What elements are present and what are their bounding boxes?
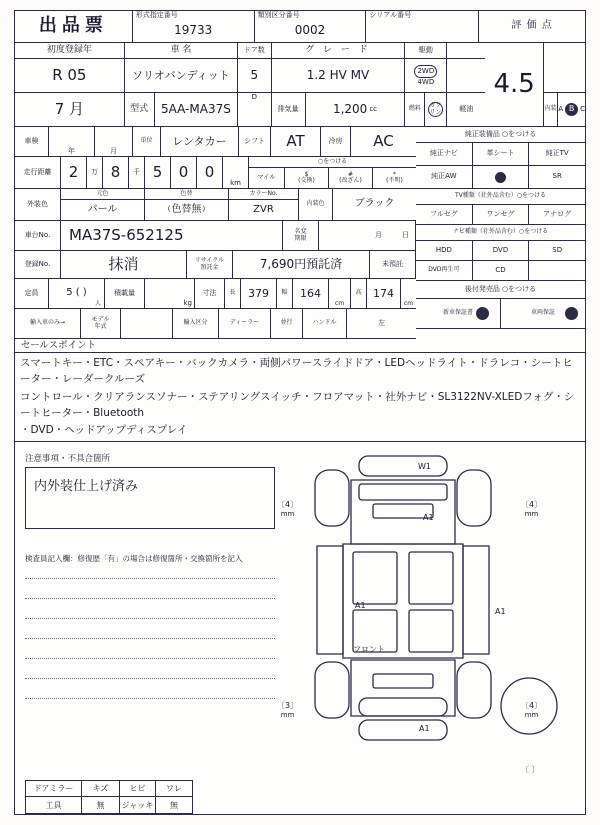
mileage-flags xyxy=(249,157,416,189)
equip-dvdplay: DVD再生可 xyxy=(416,261,473,281)
inspector-lines xyxy=(25,578,275,699)
nagi-label: 名変 期限 xyxy=(283,221,319,251)
equip-aw: 純正AW xyxy=(416,166,473,189)
touroku-value: 抹消 xyxy=(61,251,187,279)
grade-label: グ レ ー ド xyxy=(272,43,406,59)
fuel-row xyxy=(405,93,447,127)
rating-label: 評 価 点 xyxy=(511,20,553,32)
diagram-label-a1-front: A1 xyxy=(423,513,434,523)
base-color-label: 元色 xyxy=(96,189,109,197)
door-label: ドア数 xyxy=(238,43,271,59)
header-row xyxy=(15,11,585,43)
ac-value: AC xyxy=(351,127,416,157)
inner-c: C xyxy=(580,104,585,113)
nagi-date: 月 日 xyxy=(319,221,416,251)
inner-spacer xyxy=(544,43,585,93)
shaken-row xyxy=(15,127,416,157)
detail-left xyxy=(15,127,416,339)
sales-point-line-3: ・DVD・ヘッドアップディスプレイ xyxy=(20,424,188,437)
auction-sheet xyxy=(14,10,586,815)
type-label: 型式 xyxy=(125,93,155,126)
interior-col xyxy=(447,43,485,127)
diagram-label-front: フロント xyxy=(353,645,385,655)
equip-leather: 革シート xyxy=(473,143,530,166)
equip-postsale-header: 後付発売品 ○をつける xyxy=(416,281,585,299)
chassis-value: MA37S-652125 xyxy=(61,221,283,251)
diagram-label-w1: W1 xyxy=(418,462,431,472)
chassis-row xyxy=(15,221,416,251)
hash-label: (改ざん) xyxy=(339,177,362,184)
mileage-d4: 0 xyxy=(171,157,197,189)
measure-right-bottom: 〔4〕 mm xyxy=(521,701,543,720)
import-row xyxy=(15,309,416,339)
seats-row xyxy=(15,279,416,309)
measure-left-top: 〔4〕 mm xyxy=(277,500,299,519)
equip-oneseg: ワンセグ xyxy=(473,205,530,225)
drive-col xyxy=(405,43,447,127)
measure-left-bottom: 〔3〕 mm xyxy=(277,701,299,720)
model-year-label: モデル 年式 xyxy=(81,309,121,339)
measure-extra: 〔 〕 xyxy=(521,765,540,775)
car-name-value: ソリオバンディット xyxy=(125,59,238,93)
rating-value: 4.5 xyxy=(485,43,543,127)
caution-label: 注意事項・不具合箇所 xyxy=(25,454,111,465)
first-reg-label: 初度登録年 xyxy=(15,43,125,59)
handle-label: ハンドル xyxy=(303,309,347,339)
marutsukeru-label: ○をつける xyxy=(317,157,348,165)
inspector-label: 検査員記入欄：修復歴「有」の場合は修復箇所・交換箇所を記入 xyxy=(25,554,243,564)
equip-row-4 xyxy=(416,241,585,261)
class-no-value: 0002 xyxy=(294,23,326,38)
seats-label: 定員 xyxy=(15,279,49,309)
equip-row-2 xyxy=(416,166,585,189)
colorno-label: カラーNo. xyxy=(249,189,278,197)
colorno-value: ZVR xyxy=(253,203,274,215)
footer-cell-0: 無 xyxy=(82,797,120,813)
shaken-year: 年 xyxy=(49,127,95,157)
caution-value: 内外装仕上げ済み xyxy=(34,479,139,495)
fuel-diesel: 軽油 xyxy=(459,104,474,113)
recycle-value: 7,690円預託済 xyxy=(259,257,343,272)
drive-4wd: 4WD xyxy=(417,77,435,86)
mileage-row xyxy=(15,157,416,189)
registration-block xyxy=(15,43,585,127)
equip-tv: 純正TV xyxy=(529,143,585,166)
model-code-value: 19733 xyxy=(174,23,213,38)
wid-value: 164 xyxy=(293,279,329,309)
base-color-value: パール xyxy=(87,203,118,215)
wid-label: 幅 xyxy=(277,279,293,309)
disp-value: 1,200 xyxy=(332,102,368,117)
equip-blank-2 xyxy=(529,261,585,281)
shift-value: AT xyxy=(271,127,321,157)
import-div-label: 輸入区分 xyxy=(173,309,219,339)
sales-point-line-1: スマートキー・ETC・スペアキー・バックカメラ・両側パワースライドドア・LEDヘッドライト・ドラレコ・シートヒーター・レーダークルーズ xyxy=(20,357,573,386)
color-change-label: 色替 xyxy=(180,189,193,197)
sales-points-body xyxy=(15,353,585,442)
mileage-sen: 千 xyxy=(129,157,145,189)
load-label: 積載量 xyxy=(105,279,145,309)
footer-header-1: キズ xyxy=(82,781,120,796)
cm-unit-2: cm xyxy=(401,279,416,309)
serial-cell xyxy=(366,11,479,43)
inner-row xyxy=(544,93,585,127)
equip-blank-1 xyxy=(473,166,530,189)
rating-col xyxy=(485,43,544,127)
caution-box xyxy=(25,467,275,529)
sales-point-line-2: コントロール・クリアランスソナー・ステアリングスイッチ・フロアマット・社外ナビ・SL3122NV-XLEDフォグ・シートヒーター・Bluetooth xyxy=(20,390,575,419)
inner-label: 内装 xyxy=(544,93,558,126)
paint-label: 外装色 xyxy=(15,189,61,221)
disp-unit: cc xyxy=(369,104,378,113)
interior-color-value: ブラック xyxy=(333,189,416,221)
inner-b: B xyxy=(565,103,578,116)
equip-hdd: HDD xyxy=(416,241,473,261)
hgt-value: 174 xyxy=(367,279,401,309)
shift-label: シフト xyxy=(239,127,271,157)
base-color-cell xyxy=(61,189,145,221)
interior-color-label: 内装色 xyxy=(306,200,325,208)
interior-color-label-cell xyxy=(299,189,333,221)
diagram-label-a1-right: A1 xyxy=(495,607,506,617)
mileage-d2: 8 xyxy=(103,157,129,189)
footer-cell-1: ジャッキ xyxy=(120,797,156,813)
class-no-label: 類別区分番号 xyxy=(257,11,300,19)
equip-fullseg: フルセグ xyxy=(416,205,473,225)
hgt-label: 高 xyxy=(351,279,367,309)
equip-sd: SD xyxy=(529,241,585,261)
size-label: 寸法 xyxy=(195,279,225,309)
maile-label: マイル xyxy=(257,173,276,181)
color-change-value: 色替無 xyxy=(171,203,202,215)
mileage-d3: 5 xyxy=(145,157,171,189)
footer-row-label: 工具 xyxy=(26,797,82,813)
len-label: 長 xyxy=(225,279,241,309)
first-reg-cell xyxy=(15,43,125,127)
car-warranty: 車両保証 xyxy=(501,299,585,329)
mileage-km: km xyxy=(223,157,249,189)
drive-value xyxy=(405,59,447,93)
equip-cd: CD xyxy=(473,261,530,281)
displacement-row xyxy=(272,93,406,127)
first-reg-month: 7 月 xyxy=(15,93,125,127)
serial-value xyxy=(366,19,478,42)
color-row xyxy=(15,189,416,221)
mileage-man: 万 xyxy=(87,157,103,189)
grade-value: 1.2 HV MV xyxy=(272,59,406,93)
unknown-label: (不明) xyxy=(386,177,403,184)
model-code-label: 形式指定番号 xyxy=(135,11,178,19)
ac-label: 冷房 xyxy=(321,127,351,157)
load-value: kg xyxy=(145,279,195,309)
parallel-label: 並行 xyxy=(271,309,303,339)
type-value: 5AA-MA37S xyxy=(160,102,231,117)
diagram-label-a1-rear: A1 xyxy=(419,724,430,734)
inner-col xyxy=(544,43,585,127)
shaken-month: 月 xyxy=(95,127,133,157)
color-change-cell: 色替 ( 色替無 ) xyxy=(145,189,229,221)
door-sub: D xyxy=(238,93,271,127)
first-reg-year: R 05 xyxy=(15,59,125,93)
seats-value: 5 ( ) 人 xyxy=(49,279,105,309)
footer-cell-2: 無 xyxy=(170,800,178,810)
sheet-title: 出品票 xyxy=(15,11,133,43)
change-mark: $ xyxy=(304,170,309,178)
newcar-warranty: 新車保証書 xyxy=(416,299,501,329)
equipment-header: 純正装備品 ○をつける xyxy=(416,127,585,143)
sales-points-label: セールスポイント xyxy=(15,339,585,353)
fuel-label: 燃料 xyxy=(405,93,425,126)
class-no-cell xyxy=(255,11,367,43)
grade-col xyxy=(272,43,406,127)
equipment-col xyxy=(416,127,585,339)
interior-spacer xyxy=(447,43,485,59)
tanki-label: 単位 xyxy=(133,127,161,157)
equip-tvtype-header: TV種類（社外品含む）○をつける xyxy=(416,189,585,205)
equip-row-6 xyxy=(416,299,585,329)
car-name-label: 車 名 xyxy=(125,43,238,59)
fuel-gasoline: ガソリン xyxy=(429,102,442,116)
drive-label: 駆動 xyxy=(405,43,447,59)
unknown-mark: * xyxy=(393,170,396,178)
equip-row-3 xyxy=(416,205,585,225)
diagram-label-a1-left: A1 xyxy=(355,601,366,611)
equip-nav: 純正ナビ xyxy=(416,143,473,166)
mileage-d5: 0 xyxy=(197,157,223,189)
measure-right-top: 〔4〕 mm xyxy=(521,500,543,519)
equip-navtype-header: ナビ種類（社外品含む）○をつける xyxy=(416,225,585,241)
car-name-col xyxy=(125,43,238,127)
dealer-label: ディーラー xyxy=(219,309,271,339)
footer-header-3: ワレ xyxy=(166,784,182,794)
hash-mark: # xyxy=(347,170,354,178)
recycle-label: リサイクル 預託金 xyxy=(187,251,233,279)
equip-dvd: DVD xyxy=(473,241,530,261)
rating-label-cell xyxy=(479,11,585,43)
disp-label: 排気量 xyxy=(272,93,306,126)
cm-unit-1: cm xyxy=(329,279,351,309)
model-year-value xyxy=(121,309,173,339)
main-detail-block xyxy=(15,127,585,339)
drive-2wd: 2WD xyxy=(414,65,437,78)
notes-block xyxy=(25,452,275,699)
touroku-row xyxy=(15,251,416,279)
recycle-value-cell xyxy=(233,251,416,279)
mileage-d1: 2 xyxy=(61,157,87,189)
model-code-cell xyxy=(133,11,255,43)
type-row xyxy=(125,93,238,127)
footer-header-0: ドアミラー xyxy=(26,781,82,796)
change-label: (交換) xyxy=(298,177,315,184)
handle-value: 左 xyxy=(347,309,416,339)
diesel-cell xyxy=(447,93,485,127)
interior-spacer2 xyxy=(447,59,485,93)
equip-sr: SR xyxy=(529,166,585,189)
inner-a: A xyxy=(558,104,564,113)
import-label: 輸入車のみ→ xyxy=(15,309,81,339)
equip-analog: アナログ xyxy=(529,205,585,225)
len-value: 379 xyxy=(241,279,277,309)
shaken-label: 車検 xyxy=(15,127,49,157)
footer-header-2: ヒビ xyxy=(120,781,156,796)
equip-row-5 xyxy=(416,261,585,281)
lower-area xyxy=(15,442,585,824)
footer-table xyxy=(25,780,193,814)
rental-value: レンタカー xyxy=(161,127,239,157)
door-value: 5 xyxy=(238,59,271,93)
equip-row-1 xyxy=(416,143,585,166)
serial-label: シリアル番号 xyxy=(369,11,412,19)
chassis-label: 車台No. xyxy=(15,221,61,251)
colorno-cell xyxy=(229,189,299,221)
recycle-unpaid: 未預託 xyxy=(382,259,403,268)
touroku-label: 登録No. xyxy=(15,251,61,279)
door-col xyxy=(238,43,271,127)
mileage-label: 走行距離 xyxy=(15,157,61,189)
